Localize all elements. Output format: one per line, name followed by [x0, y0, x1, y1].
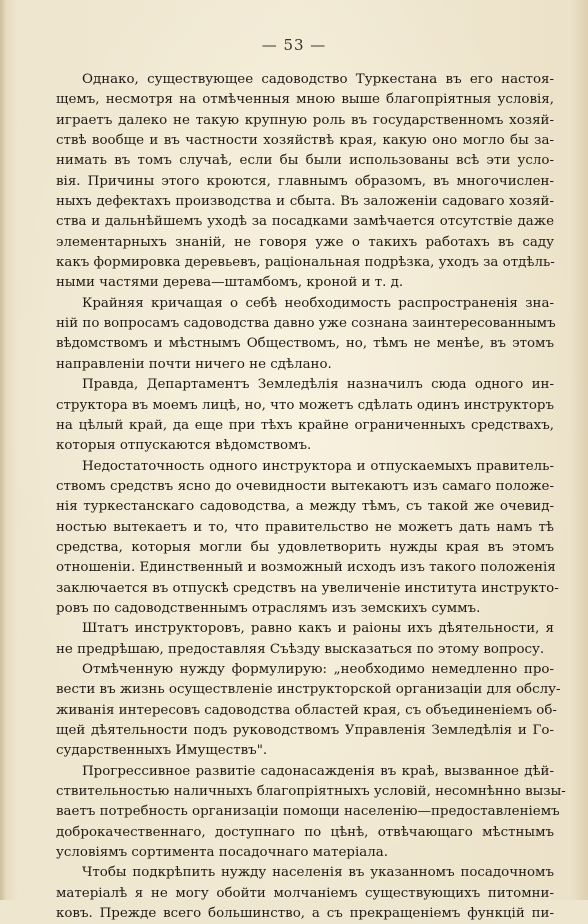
text-line: ствомъ средствъ ясно до очевидности вытекаютъ изъ самаго положе-	[56, 478, 554, 494]
paragraph	[56, 294, 554, 375]
text-line: ства и дальнѣйшемъ уходѣ за посадками замѣчается отсутствіе даже	[56, 214, 554, 230]
text-line: ствительностью наличныхъ благопріятныхъ условій, несомнѣнно вызы-	[56, 784, 566, 800]
paragraph	[56, 375, 554, 456]
text-line: условіямъ сортимента посадочнаго матеріала.	[56, 845, 388, 861]
text-line: заключается въ отпускѣ средствъ на увеличеніе института инструкто-	[56, 580, 559, 596]
text-line: элементарныхъ знаній, не говоря уже о такихъ работахъ въ саду	[56, 234, 554, 250]
paragraph	[56, 762, 566, 864]
text-line: ній по вопросамъ садоводства давно уже сознана заинтересованнымъ	[56, 316, 556, 332]
text-line: живанія интересовъ садоводства областей края, съ объединеніемъ об-	[56, 702, 557, 718]
text-line: ными частями дерева—штамбомъ, кроной и т. д.	[56, 275, 404, 291]
text-line: Чтобы подкрѣпить нужду населенія въ указанномъ посадочномъ	[82, 865, 554, 881]
text-line: вести въ жизнь осуществленіе инструкторской организаціи для обслу-	[56, 682, 561, 698]
text-line: Однако, существующее садоводство Туркестана въ его настоя-	[82, 72, 554, 87]
text-line: матеріалѣ я не могу обойти молчаніемъ существующихъ питомни-	[56, 885, 554, 901]
text-line: нимать въ томъ случаѣ, если бы были использованы всѣ эти усло-	[56, 153, 554, 169]
paragraph	[56, 70, 554, 294]
page-number: — 53 —	[261, 36, 327, 54]
text-line: средства, которыя могли бы удовлетворить нужды края въ этомъ	[56, 539, 554, 555]
paragraph	[56, 457, 559, 620]
text-line: на цѣлый край, да еще при тѣхъ крайне ограниченныхъ средствахъ,	[56, 417, 554, 433]
text-line: нія туркестанскаго садоводства, а между тѣмъ, съ такой же очевид-	[56, 499, 554, 515]
text-line: щемъ, несмотря на отмѣченныя мною выше благопріятныя условія,	[56, 92, 554, 108]
text-line: отношеніи. Единственный и возможный исходъ изъ такого положенія	[56, 560, 556, 576]
paragraph	[56, 660, 561, 762]
text-line: Недостаточность одного инструктора и отпускаемыхъ правитель-	[82, 458, 554, 474]
text-line: вія. Причины этого кроются, главнымъ образомъ, въ многочислен-	[56, 173, 554, 189]
text-line: какъ формировка деревьевъ, раціональная подрѣзка, уходъ за отдѣль-	[56, 255, 555, 271]
text-line: Отмѣченную нужду формулирую: „необходимо немедленно про-	[82, 661, 554, 677]
paragraph	[56, 619, 554, 660]
text-line: направленіи почти ничего не сдѣлано.	[56, 356, 332, 372]
text-line: вѣдомствомъ и мѣстнымъ Обществомъ, но, тѣмъ не менѣе, въ этомъ	[56, 336, 554, 352]
text-line: ностью вытекаетъ и то, что правительство не можетъ дать намъ тѣ	[56, 519, 554, 535]
text-line: ствѣ вообще и въ частности хозяйствѣ края, какую оно могло бы за-	[56, 133, 554, 149]
text-line: ныхъ дефектахъ производства и сбыта. Въ заложеніи садоваго хозяй-	[56, 194, 554, 210]
text-line: Прогрессивное развитіе садонасажденія въ краѣ, вызванное дѣй-	[82, 763, 554, 779]
page-binding-shadow	[0, 0, 6, 900]
text-line: не предрѣшаю, предоставляя Съѣзду высказаться по этому вопросу.	[56, 641, 545, 657]
text-line: Крайняя кричащая о себѣ необходимость распространенія зна-	[82, 295, 554, 311]
text-line: Штатъ инструкторовъ, равно какъ и раіоны ихъ дѣятельности, я	[82, 621, 554, 637]
body-text	[56, 70, 566, 924]
text-line: щей дѣятельности подъ руководствомъ Управленія Земледѣлія и Го-	[56, 723, 554, 738]
text-line: ковъ. Прежде всего большинство, а съ прекращеніемъ функцій пи-	[56, 906, 554, 922]
text-line: ваетъ потребность организаціи помощи населенію—предоставленіемъ	[56, 804, 560, 820]
text-line: доброкачественнаго, доступнаго по цѣнѣ, отвѣчающаго мѣстнымъ	[56, 824, 554, 840]
text-line: структора въ моемъ лицѣ, но, что можетъ сдѣлать одинъ инструкторъ	[56, 397, 554, 413]
text-line: которыя отпускаются вѣдомствомъ.	[56, 438, 312, 454]
paragraph	[56, 863, 554, 924]
text-line: сударственныхъ Имуществъ".	[56, 743, 268, 759]
text-line: ровъ по садоводственнымъ отраслямъ изъ земскихъ суммъ.	[56, 600, 481, 616]
text-line: Правда, Департаментъ Земледѣлія назначилъ сюда одного ин-	[82, 377, 554, 393]
text-line: играетъ далеко не такую крупную роль въ государственномъ хозяй-	[56, 112, 554, 128]
